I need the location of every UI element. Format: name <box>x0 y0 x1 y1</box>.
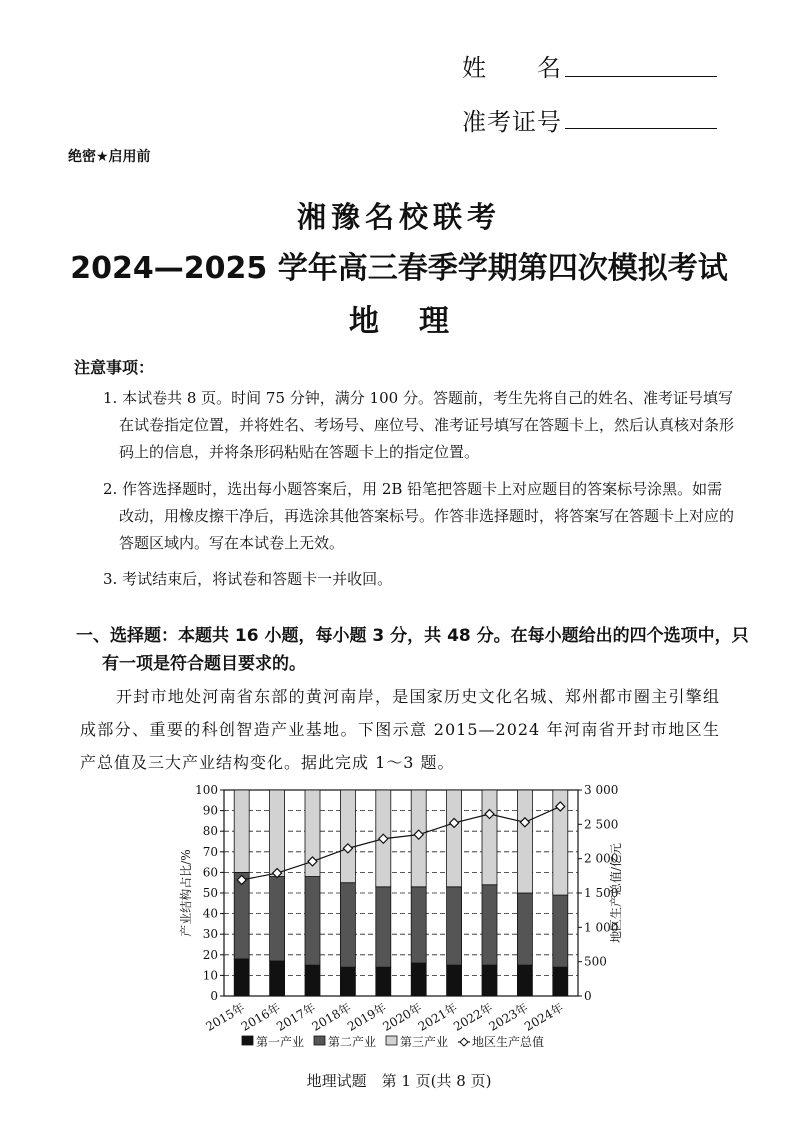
note-item-3: 3. 考试结束后，将试卷和答题卡一并收回。 <box>103 570 393 588</box>
right-tick-label: 2 000 <box>584 851 619 866</box>
left-tick-label: 90 <box>202 803 218 818</box>
legend-swatch-1 <box>242 1036 253 1045</box>
notes-heading: 注意事项： <box>74 358 155 377</box>
bar-1-2022年 <box>482 965 497 996</box>
gdp-line <box>242 806 561 879</box>
note-item-1: 1. 本试卷共 8 页。时间 75 分钟，满分 100 分。答题前，考生先将自己的姓名、准考证号填写在试卷指定位置，并将姓名、考场号、座位号、准考证号填写在答题卡上，然后认真核对条形码上的信息，并将条形码粘贴在答题卡上的指定位置。 <box>103 389 735 461</box>
bar-1-2018年 <box>340 967 355 996</box>
section1-intro: 开封市地处河南省东部的黄河南岸，是国家历史文化名城、郑州都市圈主引擎组成部分、重要的科创智造产业基地。下图示意 2015—2024 年河南省开封市地区生产总值及三大产业结构变化。据此完成 1～3 题。 <box>80 687 720 772</box>
bar-2-2016年 <box>270 877 285 961</box>
bar-2-2023年 <box>517 893 532 965</box>
x-tick-label: 2021年 <box>415 1000 460 1034</box>
bar-1-2020年 <box>411 963 426 996</box>
bar-2-2021年 <box>447 887 462 965</box>
name-label: 姓 名 <box>462 54 562 82</box>
bar-1-2017年 <box>305 965 320 996</box>
bar-2-2017年 <box>305 877 320 966</box>
bar-1-2024年 <box>553 967 568 996</box>
bar-2-2024年 <box>553 895 568 967</box>
left-tick-label: 20 <box>202 947 218 962</box>
x-tick-label: 2016年 <box>238 1000 283 1034</box>
bar-1-2016年 <box>270 961 285 996</box>
left-tick-label: 10 <box>202 968 218 983</box>
left-tick-label: 40 <box>202 906 218 921</box>
y2-axis-title: 地区生产总值/亿元 <box>609 842 623 944</box>
left-tick-label: 100 <box>195 783 218 797</box>
x-tick-label: 2023年 <box>486 1000 531 1034</box>
left-tick-label: 70 <box>202 844 218 859</box>
legend-swatch-3 <box>386 1036 397 1045</box>
bar-3-2023年 <box>517 790 532 893</box>
legend-label-3: 第三产业 <box>400 1035 449 1049</box>
right-tick-label: 3 000 <box>584 783 619 797</box>
bar-3-2015年 <box>234 790 249 872</box>
y-axis-title: 产业结构占比/% <box>179 849 193 937</box>
bar-3-2018年 <box>340 790 355 883</box>
subject-title: 地理 <box>349 304 489 339</box>
bar-3-2021年 <box>447 790 462 887</box>
left-tick-label: 80 <box>202 824 218 839</box>
right-tick-label: 0 <box>584 989 592 1003</box>
x-tick-label: 2020年 <box>380 1000 425 1034</box>
page-footer: 地理试题 第 1 页(共 8 页) <box>306 1072 492 1090</box>
exam-id-label: 准考证号 <box>462 108 562 136</box>
x-tick-label: 2019年 <box>344 1000 389 1034</box>
x-tick-label: 2015年 <box>203 1000 248 1034</box>
left-tick-label: 50 <box>202 886 218 900</box>
left-tick-label: 0 <box>210 989 218 1003</box>
note-item-2: 2. 作答选择题时，选出每小题答案后，用 2B 铅笔把答题卡上对应题目的答案标号涂黑。如需改动，用橡皮擦干净后，再选涂其他答案标号。作答非选择题时，将答案写在答题卡上对应的答题区域内。写在本试卷上无效。 <box>103 480 735 552</box>
legend-swatch-2 <box>314 1036 325 1045</box>
x-tick-label: 2017年 <box>274 1000 318 1034</box>
x-tick-label: 2018年 <box>309 1000 354 1034</box>
name-input-line[interactable] <box>565 76 717 77</box>
bar-2-2015年 <box>234 872 249 959</box>
bar-1-2023年 <box>517 965 532 996</box>
exam-org-title: 湘豫名校联考 <box>296 200 501 234</box>
bar-1-2015年 <box>234 959 249 996</box>
bar-1-2021年 <box>447 965 462 996</box>
bar-2-2022年 <box>482 885 497 965</box>
bar-2-2019年 <box>376 887 391 967</box>
legend-label-1: 第一产业 <box>256 1035 305 1049</box>
legend-label-4: 地区生产总值 <box>472 1035 545 1049</box>
right-tick-label: 500 <box>584 954 607 969</box>
exam-name-title: 2024—2025 学年高三春季学期第四次模拟考试 <box>70 251 728 286</box>
secret-label: 绝密★启用前 <box>68 149 151 165</box>
left-tick-label: 60 <box>202 865 218 880</box>
exam-id-input-line[interactable] <box>565 128 717 129</box>
legend-label-2: 第二产业 <box>328 1035 377 1049</box>
left-tick-label: 30 <box>202 927 218 942</box>
legend-diamond-swatch <box>460 1038 468 1046</box>
x-tick-label: 2024年 <box>521 1000 566 1034</box>
right-tick-label: 1 000 <box>584 920 619 935</box>
section1-heading: 一、选择题：本题共 16 小题，每小题 3 分，共 48 分。在每小题给出的四个选项中，只有一项是符合题目要求的。 <box>76 626 749 674</box>
gdp-structure-chart <box>0 770 798 1060</box>
bar-3-2022年 <box>482 790 497 885</box>
bar-2-2020年 <box>411 887 426 963</box>
right-tick-label: 2 500 <box>584 817 619 832</box>
bar-3-2016年 <box>270 790 285 877</box>
bar-1-2019年 <box>376 967 391 996</box>
x-tick-label: 2022年 <box>451 1000 495 1034</box>
right-tick-label: 1 500 <box>584 886 619 900</box>
bar-2-2018年 <box>340 883 355 967</box>
